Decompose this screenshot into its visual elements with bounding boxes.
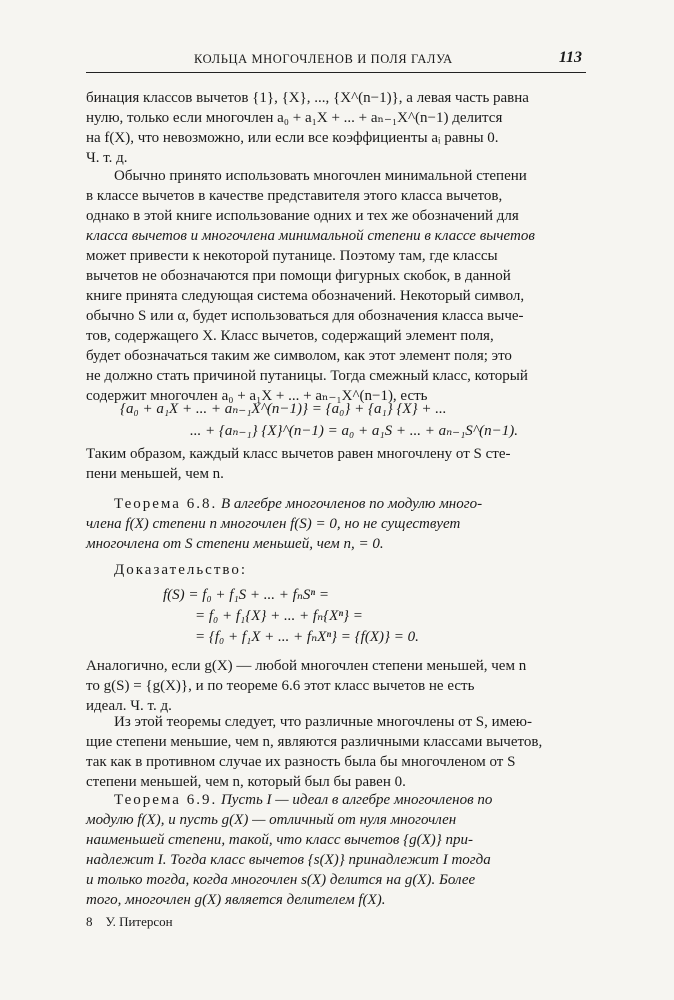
paragraph-conclusion — [86, 444, 582, 484]
page-footer — [86, 914, 173, 930]
text-line: на f(X), что невозможно, или если все коэффициенты aᵢ равны 0. — [86, 130, 499, 146]
text-line: не должно стать причиной путаницы. Тогда смежный класс, который — [86, 368, 528, 384]
text-line: обычно S или α, будет использоваться для обозначения класса выче- — [86, 308, 524, 324]
text-line: Таким образом, каждый класс вычетов равен многочлену от S сте- — [86, 446, 511, 462]
paragraph-corollary — [86, 712, 582, 792]
text-line: бинация классов вычетов {1}, {X}, ..., {X^(n−1)}, а левая часть равна — [86, 90, 529, 106]
text-line: нулю, только если многочлен a₀ + a₁X + ... + aₙ₋₁X^(n−1) делится — [86, 110, 503, 126]
paragraph-continuation — [86, 88, 582, 168]
theorem-label: Теорема 6.9. — [114, 792, 218, 808]
text-line: в классе вычетов в качестве представителя этого класса вычетов, — [86, 188, 503, 204]
theorem-text: Пусть I — идеал в алгебре многочленов по — [220, 792, 493, 808]
text-line: пени меньшей, чем n. — [86, 466, 224, 482]
signature-mark: 8 — [86, 914, 93, 929]
theorem-text: многочлена от S степени меньшей, чем n, = 0. — [86, 536, 384, 552]
footer-author: У. Питерсон — [105, 914, 173, 929]
text-line: степени меньшей, чем n, который был бы равен 0. — [86, 774, 406, 790]
theorem-text: модулю f(X), и пусть g(X) — отличный от нуля многочлен — [86, 812, 457, 828]
equation-line: = f₀ + f₁{X} + ... + fₙ{Xⁿ} = — [195, 608, 363, 624]
proof-heading — [86, 560, 582, 580]
theorem-text: члена f(X) степени n многочлен f(S) = 0, но не существует — [86, 516, 461, 532]
running-title: КОЛЬЦА МНОГОЧЛЕНОВ И ПОЛЯ ГАЛУА — [194, 52, 453, 66]
theorem-text: наименьшей степени, такой, что класс вычетов {g(X)} при- — [86, 832, 473, 848]
equation-line: = {f₀ + f₁X + ... + fₙXⁿ} = {f(X)} = 0. — [195, 629, 419, 645]
text-line: может привести к некоторой путанице. Поэтому там, где классы — [86, 248, 498, 264]
proof-label: Доказательство: — [114, 562, 248, 578]
text-line: вычетов не обозначаются при помощи фигурных скобок, в данной — [86, 268, 511, 284]
text-line: тов, содержащего X. Класс вычетов, содержащий элемент поля, — [86, 328, 494, 344]
text-line: Из этой теоремы следует, что различные многочлены от S, имею- — [114, 714, 532, 730]
text-line: идеал. Ч. т. д. — [86, 698, 172, 714]
theorem-text: и только тогда, когда многочлен s(X) делится на g(X). Более — [86, 872, 476, 888]
text-line: то g(S) = {g(X)}, и по теореме 6.6 этот класс вычетов не есть — [86, 678, 475, 694]
paragraph-analogy — [86, 656, 582, 716]
text-line: будет обозначаться таким же символом, как этот элемент поля; это — [86, 348, 512, 364]
text-line: так как в противном случае их разность была бы многочленом от S — [86, 754, 516, 770]
equation-line: ... + {aₙ₋₁} {X}^(n−1) = a₀ + a₁S + ... + aₙ₋₁S^(n−1). — [190, 423, 519, 439]
equation-line: {a₀ + a₁X + ... + aₙ₋₁X^(n−1)} = {a₀} + {a₁} {X} + ... — [120, 401, 447, 417]
text-line: содержит многочлен a₀ + a₁X + ... + aₙ₋₁X^(n−1), есть — [86, 388, 428, 404]
paragraph-notation — [86, 166, 582, 406]
text-line: однако в этой книге использование одних и тех же обозначений для — [86, 208, 519, 224]
theorem-text: надлежит I. Тогда класс вычетов {s(X)} принадлежит I тогда — [86, 852, 491, 868]
text-line: класса вычетов и многочлена минимальной степени в классе вычетов — [86, 228, 535, 244]
text-line: щие степени меньшие, чем n, являются различными классами вычетов, — [86, 734, 543, 750]
equation-line: f(S) = f₀ + f₁S + ... + fₙSⁿ = — [163, 587, 330, 603]
theorem-text: В алгебре многочленов по модулю много- — [220, 496, 483, 512]
text-line: Обычно принято использовать многочлен минимальной степени — [114, 168, 527, 184]
theorem-6-8 — [86, 494, 582, 554]
theorem-6-9 — [86, 790, 582, 910]
theorem-label: Теорема 6.8. — [114, 496, 218, 512]
running-header — [86, 50, 586, 73]
text-line: Ч. т. д. — [86, 150, 128, 166]
text-line: Аналогично, если g(X) — любой многочлен степени меньшей, чем n — [86, 658, 527, 674]
page-number: 113 — [558, 49, 582, 66]
theorem-text: того, многочлен g(X) является делителем f(X). — [86, 892, 386, 908]
text-line: книге принята следующая система обозначений. Некоторый символ, — [86, 288, 525, 304]
